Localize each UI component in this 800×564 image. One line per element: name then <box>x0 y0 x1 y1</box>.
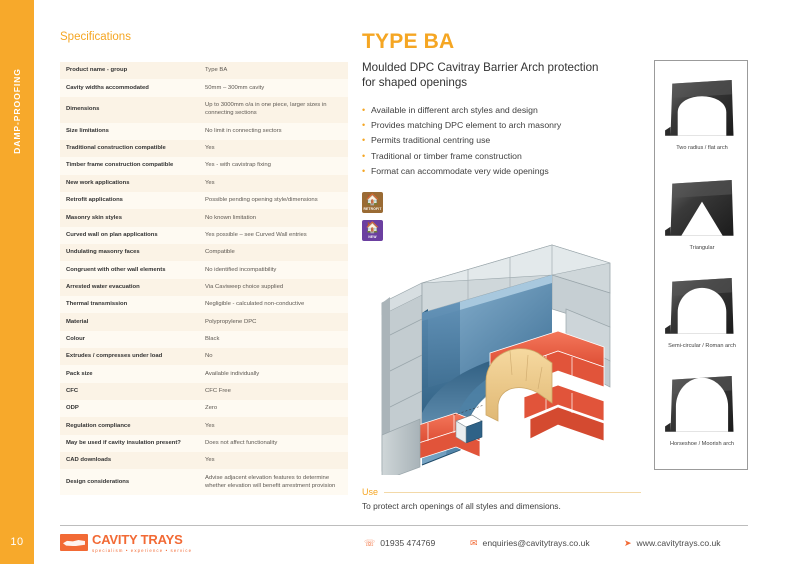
table-row <box>60 123 348 140</box>
spec-value: Available individually <box>199 365 348 382</box>
cavity-trays-logo <box>60 533 192 553</box>
house-icon: 🏠 <box>365 194 380 207</box>
spec-label: Product name - group <box>60 62 199 79</box>
spec-value: No identified incompatibility <box>199 261 348 278</box>
section-sidebar <box>0 0 34 564</box>
product-illustration <box>360 235 640 475</box>
spec-value: Yes <box>199 417 348 434</box>
spec-label: CAD downloads <box>60 452 199 469</box>
table-row <box>60 331 348 348</box>
spec-label: Timber frame construction compatible <box>60 157 199 174</box>
contact-website-value: www.cavitytrays.co.uk <box>636 538 721 548</box>
product-title: TYPE BA <box>362 30 455 53</box>
table-row <box>60 62 348 79</box>
spec-label: Size limitations <box>60 123 199 140</box>
table-row <box>60 452 348 469</box>
spec-value: No <box>199 348 348 365</box>
spec-label: Retrofit applications <box>60 192 199 209</box>
arch-style-caption: Two radius / flat arch <box>676 145 728 151</box>
spec-value: Yes <box>199 175 348 192</box>
spec-value: Via Caviweep choice supplied <box>199 279 348 296</box>
product-feature-list <box>362 103 632 179</box>
arch-style-image <box>655 367 749 439</box>
feature-item: • Available in different arch styles and design <box>362 103 632 118</box>
spec-label: ODP <box>60 400 199 417</box>
spec-label: Pack size <box>60 365 199 382</box>
specifications-heading: Specifications <box>60 31 131 43</box>
spec-label: Regulation compliance <box>60 417 199 434</box>
feature-item: • Permits traditional centring use <box>362 133 632 148</box>
spec-value: Black <box>199 331 348 348</box>
spec-label: Thermal transmission <box>60 296 199 313</box>
logo-mark-icon <box>60 534 88 551</box>
spec-value: Type BA <box>199 62 348 79</box>
table-row <box>60 469 348 495</box>
table-row <box>60 313 348 330</box>
use-heading: Use <box>362 487 379 497</box>
envelope-icon: ✉ <box>470 537 478 548</box>
table-row <box>60 97 348 123</box>
spec-value: Negligible - calculated non-conductive <box>199 296 348 313</box>
footer-divider <box>60 525 748 526</box>
contact-phone-value: 01935 474769 <box>380 538 436 548</box>
spec-label: CFC <box>60 383 199 400</box>
table-row <box>60 279 348 296</box>
contact-phone[interactable] <box>364 538 435 548</box>
spec-value: Zero <box>199 400 348 417</box>
spec-label: Extrudes / compresses under load <box>60 348 199 365</box>
spec-label: Material <box>60 313 199 330</box>
spec-label: Masonry skin styles <box>60 209 199 226</box>
contact-email[interactable] <box>470 538 590 548</box>
table-row <box>60 227 348 244</box>
logo-name: CAVITY TRAYS <box>92 532 183 547</box>
arch-style-image <box>655 269 749 341</box>
spec-value: Yes <box>199 452 348 469</box>
feature-item: • Traditional or timber frame construction <box>362 149 632 164</box>
spec-label: Undulating masonry faces <box>60 244 199 261</box>
spec-label: Colour <box>60 331 199 348</box>
table-row <box>60 79 348 96</box>
spec-label: New work applications <box>60 175 199 192</box>
logo-tagline: specialism • experience • service <box>92 547 193 553</box>
section-label: DAMP-PROOFING <box>12 68 22 154</box>
spec-label: Curved wall on plan applications <box>60 227 199 244</box>
table-row <box>60 192 348 209</box>
feature-item: • Format can accommodate very wide openings <box>362 164 632 179</box>
spec-value: CFC Free <box>199 383 348 400</box>
table-row <box>60 140 348 157</box>
table-row <box>60 244 348 261</box>
table-row <box>60 209 348 226</box>
arch-style-item <box>655 71 749 151</box>
table-row <box>60 417 348 434</box>
table-row <box>60 435 348 452</box>
table-row <box>60 261 348 278</box>
table-row <box>60 348 348 365</box>
spec-value: Polypropylene DPC <box>199 313 348 330</box>
spec-label: May be used if cavity insulation present? <box>60 435 199 452</box>
arch-style-item <box>655 269 749 349</box>
spec-label: Traditional construction compatible <box>60 140 199 157</box>
spec-value: No limit in connecting sectors <box>199 123 348 140</box>
spec-value: Yes <box>199 140 348 157</box>
house-icon: 🏠 <box>365 222 380 235</box>
arch-style-caption: Horseshoe / Moorish arch <box>669 441 735 447</box>
feature-item: • Provides matching DPC element to arch masonry <box>362 118 632 133</box>
product-subtitle: Moulded DPC Cavitray Barrier Arch protection for shaped openings <box>362 61 599 90</box>
spec-label: Dimensions <box>60 97 199 123</box>
spec-label: Design considerations <box>60 469 199 495</box>
arch-style-image <box>655 71 749 143</box>
spec-value: Advise adjacent elevation features to determine whether elevation will benefit arrestment provision <box>199 469 348 495</box>
spec-value: Does not affect functionality <box>199 435 348 452</box>
arch-style-image <box>655 171 749 243</box>
spec-value: Possible pending opening style/dimensions <box>199 192 348 209</box>
contact-website[interactable] <box>624 538 721 548</box>
arch-style-item <box>655 367 749 447</box>
arch-style-caption: Triangular <box>689 245 715 251</box>
page-number: 10 <box>10 536 24 548</box>
table-row <box>60 175 348 192</box>
spec-label: Arrested water evacuation <box>60 279 199 296</box>
use-text: To protect arch openings of all styles and dimensions. <box>362 501 561 511</box>
specifications-table <box>60 62 348 495</box>
spec-value: Yes possible – see Curved Wall entries <box>199 227 348 244</box>
use-divider <box>384 492 641 493</box>
spec-value: Up to 3000mm o/a in one piece, larger sizes in connecting sections <box>199 97 348 123</box>
spec-value: 50mm – 300mm cavity <box>199 79 348 96</box>
table-row <box>60 157 348 174</box>
badge-new-label: NEW <box>368 234 377 239</box>
table-row <box>60 383 348 400</box>
phone-icon: ☏ <box>364 537 376 548</box>
spec-value: Compatible <box>199 244 348 261</box>
spec-label: Cavity widths accommodated <box>60 79 199 96</box>
spec-label: Congruent with other wall elements <box>60 261 199 278</box>
spec-value: No known limitation <box>199 209 348 226</box>
contact-email-value: enquiries@cavitytrays.co.uk <box>482 538 590 548</box>
badge-retrofit-label: RETROFIT <box>363 206 382 211</box>
table-row <box>60 400 348 417</box>
arch-style-item <box>655 171 749 251</box>
arch-styles-panel <box>654 60 748 470</box>
spec-value: Yes - with cavistrap fixing <box>199 157 348 174</box>
table-row <box>60 365 348 382</box>
arch-style-caption: Semi-circular / Roman arch <box>668 343 736 349</box>
paper-plane-icon: ➤ <box>624 537 632 548</box>
specifications-column <box>60 0 348 564</box>
table-row <box>60 296 348 313</box>
badge-retrofit <box>362 192 383 213</box>
